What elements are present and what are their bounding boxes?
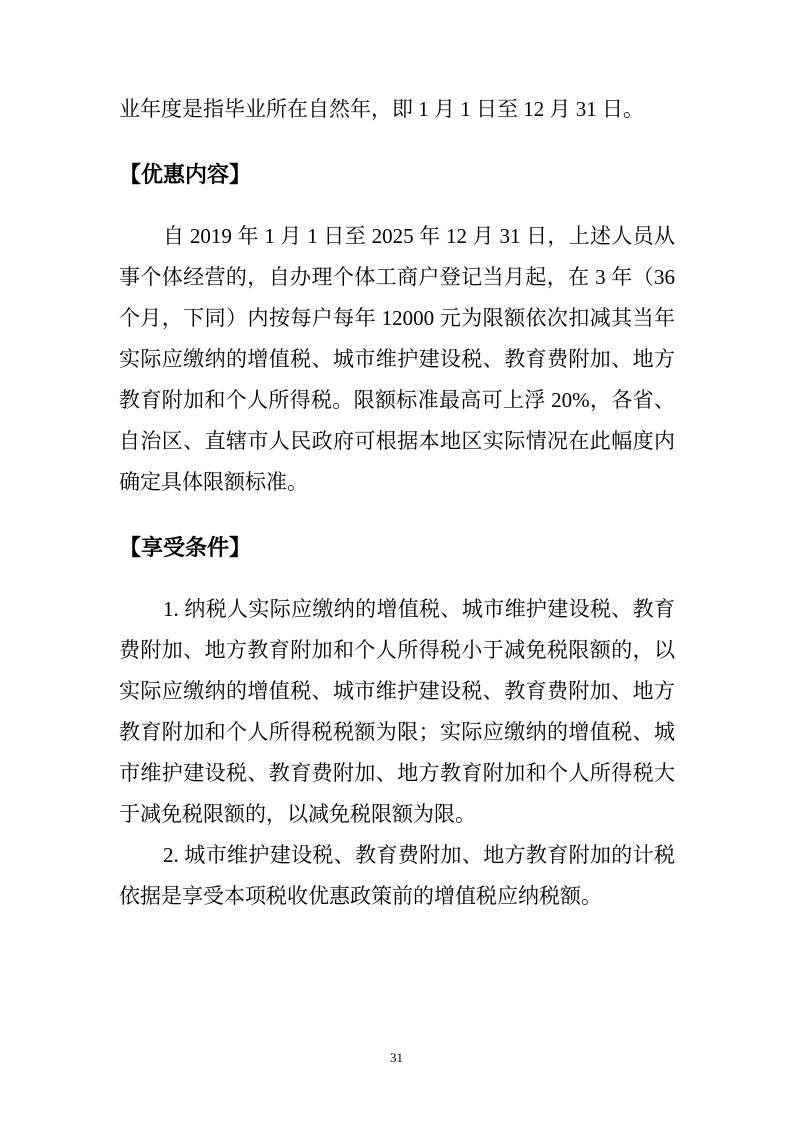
- text-line: 确定具体限额标准。: [119, 470, 308, 494]
- section-heading-eligibility-conditions: 【享受条件】: [119, 535, 252, 560]
- text-line: 事个体经营的，自办理个体工商户登记当月起，在 3 年（36: [119, 265, 675, 289]
- page-number: 31: [390, 1050, 403, 1065]
- text-line: 1. 纳税人实际应缴纳的增值税、城市维护建设税、教育: [163, 597, 675, 621]
- text-line: 自治区、直辖市人民政府可根据本地区实际情况在此幅度内: [119, 429, 675, 453]
- text-line: 实际应缴纳的增值税、城市维护建设税、教育费附加、地方: [119, 679, 675, 703]
- paragraph-continuation-line: 业年度是指毕业所在自然年，即 1 月 1 日至 12 月 31 日。: [119, 97, 644, 121]
- text-line: 个月，下同）内按每户每年 12000 元为限额依次扣减其当年: [119, 306, 675, 330]
- section-heading-preferential-content: 【优惠内容】: [119, 162, 252, 187]
- text-line: 教育附加和个人所得税税额为限；实际应缴纳的增值税、城: [119, 720, 675, 744]
- text-line: 于减免税限额的，以减免税限额为限。: [119, 802, 476, 826]
- paragraph-condition-2: [119, 835, 675, 917]
- paragraph-preferential-content: [119, 216, 675, 503]
- text-line: 教育附加和个人所得税。限额标准最高可上浮 20%，各省、: [119, 388, 675, 412]
- text-line: 自 2019 年 1 月 1 日至 2025 年 12 月 31 日，上述人员从: [163, 224, 675, 248]
- text-line: 费附加、地方教育附加和个人所得税小于减免税限额的，以: [119, 638, 675, 662]
- text-line: 实际应缴纳的增值税、城市维护建设税、教育费附加、地方: [119, 347, 675, 371]
- text-line: 依据是享受本项税收优惠政策前的增值税应纳税额。: [119, 884, 602, 908]
- text-line: 市维护建设税、教育费附加、地方教育附加和个人所得税大: [119, 761, 675, 785]
- text-line: 2. 城市维护建设税、教育费附加、地方教育附加的计税: [163, 843, 675, 867]
- page-content: [119, 89, 675, 917]
- paragraph-condition-1: [119, 589, 675, 835]
